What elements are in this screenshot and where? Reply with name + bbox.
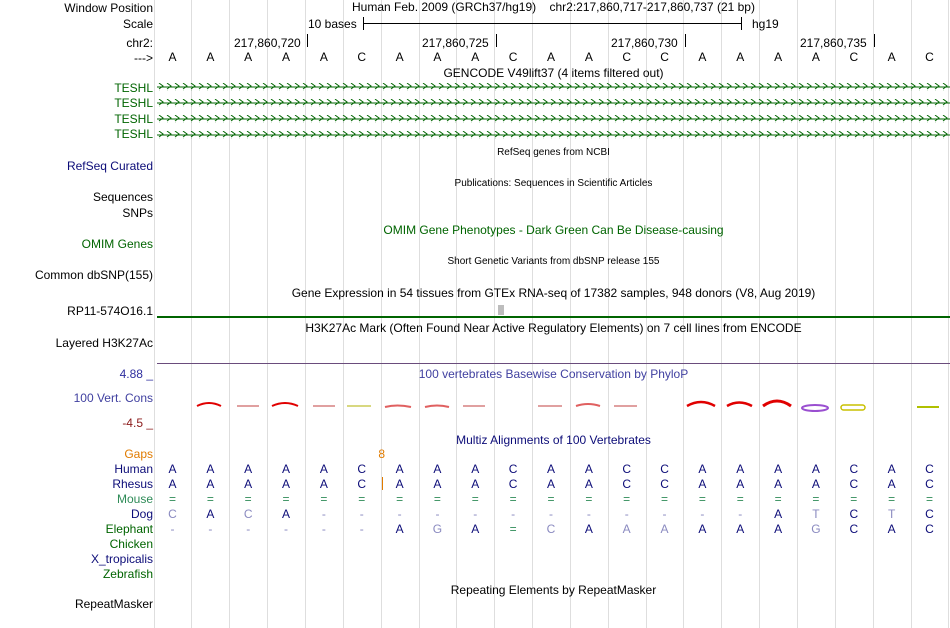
- phylop-mismatch-blob: [841, 405, 865, 410]
- refseq-track-title[interactable]: RefSeq genes from NCBI: [497, 147, 610, 158]
- cons-max-label: 4.88 _: [119, 367, 153, 381]
- scale-label: Scale: [122, 17, 153, 31]
- alignment-cell: A: [774, 477, 783, 491]
- base-gridline: [154, 0, 155, 628]
- chrom-label: chr2:: [126, 36, 153, 50]
- alignment-cell: T: [887, 507, 896, 521]
- alignment-cell: A: [433, 462, 442, 476]
- alignment-cell: -: [359, 507, 364, 521]
- alignment-cell: -: [624, 507, 629, 521]
- alignment-cell: A: [319, 462, 328, 476]
- species-label-mouse: Mouse: [116, 492, 153, 506]
- window-position-label: Window Position: [64, 1, 153, 15]
- base-letter: A: [206, 50, 215, 64]
- dbsnp-track-title[interactable]: Short Genetic Variants from dbSNP release 155: [447, 256, 660, 267]
- gencode-item-label[interactable]: TESHL: [114, 127, 153, 141]
- base-letter: A: [584, 50, 593, 64]
- h3k27ac-track-title[interactable]: H3K27Ac Mark (Often Found Near Active Regulatory Elements) on 7 cell lines from ENCODE: [305, 321, 802, 335]
- scale-bar-tick: [363, 17, 364, 30]
- alignment-cell: -: [700, 507, 705, 521]
- base-letter: A: [774, 50, 783, 64]
- alignment-cell: C: [168, 507, 177, 521]
- alignment-cell: =: [471, 492, 479, 506]
- alignment-cell: =: [206, 492, 214, 506]
- base-letter: A: [244, 50, 253, 64]
- base-letter: C: [622, 50, 632, 64]
- alignment-cell: A: [471, 522, 480, 536]
- alignment-cell: A: [736, 477, 745, 491]
- omim-track-title[interactable]: OMIM Gene Phenotypes - Dark Green Can Be Disease-causing: [383, 223, 724, 237]
- alignment-cell: A: [811, 462, 820, 476]
- base-letter: A: [168, 50, 177, 64]
- alignment-cell: A: [471, 462, 480, 476]
- alignment-cell: A: [395, 522, 404, 536]
- alignment-cell: A: [206, 477, 215, 491]
- phylop-peak: [576, 404, 600, 406]
- alignment-cell: A: [622, 522, 631, 536]
- publications-track-title[interactable]: Publications: Sequences in Scientific Articles: [454, 178, 653, 189]
- window-position-header: [157, 0, 950, 14]
- scale-bar: [363, 23, 741, 24]
- alignment-cell: A: [584, 522, 593, 536]
- alignment-cell: A: [395, 477, 404, 491]
- scale-db-label: hg19: [752, 17, 779, 31]
- omim-track-label[interactable]: OMIM Genes: [81, 237, 153, 251]
- phylop-peak: [727, 403, 752, 407]
- cons-min-label: -4.5 _: [122, 416, 153, 430]
- repeatmasker-track-title[interactable]: Repeating Elements by RepeatMasker: [450, 583, 657, 597]
- base-letter: A: [698, 50, 707, 64]
- alignment-cell: A: [546, 462, 555, 476]
- phylop-track-title[interactable]: 100 vertebrates Basewise Conservation by PhyloP: [418, 367, 689, 381]
- gencode-item-label[interactable]: TESHL: [114, 81, 153, 95]
- alignment-cell: A: [244, 462, 253, 476]
- alignment-cell: =: [736, 492, 744, 506]
- gtex-track-title[interactable]: Gene Expression in 54 tissues from GTEx RNA-seq of 17382 samples, 948 donors (V8, Aug 2019): [291, 286, 816, 300]
- phylop-peak: [425, 406, 449, 408]
- gtex-gene-marker[interactable]: [498, 305, 504, 315]
- ruler-tick: [307, 34, 308, 47]
- scale-bar-label: 10 bases: [308, 17, 357, 31]
- alignment-cell: A: [168, 462, 177, 476]
- gencode-item-label[interactable]: TESHL: [114, 96, 153, 110]
- alignment-cell: A: [774, 522, 783, 536]
- gencode-transcript[interactable]: [157, 99, 950, 107]
- gtex-gene-label[interactable]: RP11-574O16.1: [67, 304, 153, 318]
- gencode-transcript[interactable]: [157, 115, 950, 123]
- base-letter: A: [395, 50, 404, 64]
- alignment-cell: A: [471, 477, 480, 491]
- alignment-cell: -: [321, 522, 326, 536]
- alignment-cell: C: [925, 477, 934, 491]
- base-letter: C: [357, 50, 367, 64]
- alignment-cell: =: [774, 492, 782, 506]
- alignment-cell: -: [321, 507, 326, 521]
- alignment-cell: -: [738, 507, 743, 521]
- snps-track-label[interactable]: SNPs: [122, 206, 153, 220]
- alignment-cell: A: [546, 477, 555, 491]
- alignment-cell: C: [925, 462, 934, 476]
- alignment-cell: =: [623, 492, 631, 506]
- phylop-peak: [197, 403, 221, 406]
- alignment-cell: A: [282, 462, 291, 476]
- cons-track-label[interactable]: 100 Vert. Cons: [73, 391, 153, 405]
- alignment-cell: C: [849, 477, 859, 491]
- phylop-mismatch-blob: [802, 405, 828, 411]
- phylop-peak: [687, 402, 715, 406]
- alignment-cell: G: [432, 522, 443, 536]
- strand-label[interactable]: --->: [134, 51, 153, 65]
- alignment-cell: C: [660, 477, 669, 491]
- alignment-cell: -: [473, 507, 478, 521]
- conservation-plot[interactable]: [157, 394, 950, 416]
- alignment-cell: =: [396, 492, 404, 506]
- alignment-cell: T: [812, 507, 820, 521]
- dbsnp-track-label[interactable]: Common dbSNP(155): [34, 268, 153, 282]
- alignment-cell: A: [168, 477, 177, 491]
- alignment-cell: A: [887, 462, 896, 476]
- alignment-cell: G: [811, 522, 821, 536]
- alignment-cell: -: [359, 522, 364, 536]
- alignment-cell: -: [246, 522, 251, 536]
- alignment-cell: =: [509, 492, 517, 506]
- alignment-cell: =: [661, 492, 669, 506]
- ruler-tick-label: 217,860,730: [611, 36, 678, 50]
- ruler-tick: [685, 34, 686, 47]
- alignment-cell: =: [320, 492, 328, 506]
- alignment-cell: A: [395, 462, 404, 476]
- position-text: chr2:217,860,717-217,860,737 (21 bp): [549, 0, 755, 14]
- alignment-cell: A: [887, 477, 896, 491]
- alignment-cell: A: [282, 477, 291, 491]
- species-label-zebrafish: Zebrafish: [102, 567, 153, 581]
- ruler-tick-label: 217,860,720: [234, 36, 301, 50]
- alignment-cell: =: [585, 492, 593, 506]
- alignment-cell: =: [358, 492, 366, 506]
- alignment-cell: A: [206, 462, 215, 476]
- alignment-cell: A: [206, 507, 215, 521]
- alignment-cell: =: [282, 492, 290, 506]
- base-letter: C: [849, 50, 859, 64]
- repeatmasker-track-label[interactable]: RepeatMasker: [74, 597, 153, 611]
- alignment-cell: C: [849, 507, 859, 521]
- h3k27ac-signal-line: [157, 363, 950, 364]
- alignment-cell: A: [584, 462, 593, 476]
- base-letter: A: [433, 50, 442, 64]
- base-letter: A: [282, 50, 291, 64]
- refseq-track-label[interactable]: RefSeq Curated: [66, 159, 153, 173]
- ruler-tick: [496, 34, 497, 47]
- alignment-cell: =: [244, 492, 252, 506]
- alignment-cell: =: [925, 492, 933, 506]
- alignment-cell: C: [925, 522, 934, 536]
- alignment-cell: A: [736, 522, 745, 536]
- alignment-cell: A: [698, 522, 707, 536]
- gencode-transcript[interactable]: [157, 83, 950, 91]
- base-letter: C: [925, 50, 934, 64]
- gaps-label: Gaps: [124, 447, 153, 461]
- phylop-peak: [385, 406, 411, 408]
- base-letter: C: [660, 50, 669, 64]
- alignment-cell: A: [698, 462, 707, 476]
- alignment-cell: C: [508, 462, 518, 476]
- alignment-cell: A: [244, 477, 253, 491]
- scale-bar-tick: [741, 17, 742, 30]
- phylop-peak: [272, 403, 298, 406]
- alignment-cell: =: [509, 522, 517, 536]
- alignment-cell: -: [208, 522, 213, 536]
- base-letter: A: [546, 50, 555, 64]
- alignment-cell: A: [736, 462, 745, 476]
- gap-count: 8: [378, 447, 386, 461]
- assembly-name: Human Feb. 2009 (GRCh37/hg19): [352, 0, 537, 14]
- alignment-cell: =: [850, 492, 858, 506]
- alignment-cell: -: [662, 507, 667, 521]
- species-label-elephant: Elephant: [105, 522, 153, 536]
- base-letter: A: [471, 50, 480, 64]
- phylop-peak: [763, 401, 791, 406]
- alignment-cell: =: [433, 492, 441, 506]
- alignment-cell: A: [660, 522, 669, 536]
- alignment-cell: C: [660, 462, 669, 476]
- species-label-human: Human: [114, 462, 153, 476]
- ruler-tick: [874, 34, 875, 47]
- species-label-dog: Dog: [130, 507, 153, 521]
- species-label-x-tropicalis: X_tropicalis: [90, 552, 153, 566]
- ruler-tick-label: 217,860,725: [422, 36, 489, 50]
- alignment-cell: =: [698, 492, 706, 506]
- gtex-expression-bar[interactable]: [157, 316, 950, 318]
- gencode-gene-arrows[interactable]: [157, 82, 950, 140]
- gencode-track-title[interactable]: GENCODE V49lift37 (4 items filtered out): [443, 66, 664, 80]
- alignment-cell: -: [511, 507, 516, 521]
- alignment-cell: -: [170, 522, 175, 536]
- alignment-cell: C: [849, 522, 859, 536]
- alignment-cell: C: [508, 477, 518, 491]
- base-letter: A: [736, 50, 745, 64]
- alignment-cell: =: [168, 492, 176, 506]
- alignment-cell: =: [547, 492, 555, 506]
- alignment-cell: C: [925, 507, 934, 521]
- alignment-cell: C: [622, 477, 632, 491]
- multiz-track-title[interactable]: Multiz Alignments of 100 Vertebrates: [456, 433, 651, 447]
- base-letter: A: [811, 50, 820, 64]
- species-label-rhesus: Rhesus: [112, 477, 153, 491]
- alignment-cell: -: [284, 522, 289, 536]
- h3k27ac-track-label[interactable]: Layered H3K27Ac: [55, 336, 153, 350]
- alignment-cell: C: [357, 462, 367, 476]
- alignment-cell: A: [774, 462, 783, 476]
- alignment-cell: A: [698, 477, 707, 491]
- ruler-tick-label: 217,860,735: [800, 36, 867, 50]
- species-label-chicken: Chicken: [109, 537, 153, 551]
- base-letter: A: [887, 50, 896, 64]
- gap-insertion-marker: [382, 477, 383, 490]
- alignment-cell: -: [586, 507, 591, 521]
- alignment-cell: A: [887, 522, 896, 536]
- sequences-track-label[interactable]: Sequences: [92, 190, 153, 204]
- alignment-cell: C: [243, 507, 253, 521]
- alignment-cell: C: [546, 522, 556, 536]
- gencode-item-label[interactable]: TESHL: [114, 112, 153, 126]
- alignment-cell: C: [622, 462, 632, 476]
- alignment-cell: A: [319, 477, 328, 491]
- gencode-transcript[interactable]: [157, 131, 950, 139]
- alignment-cell: A: [433, 477, 442, 491]
- alignment-cell: C: [849, 462, 859, 476]
- alignment-cell: -: [397, 507, 402, 521]
- base-letter: C: [508, 50, 518, 64]
- alignment-cell: =: [888, 492, 896, 506]
- alignment-cell: A: [774, 507, 783, 521]
- alignment-cell: A: [811, 477, 820, 491]
- alignment-cell: -: [435, 507, 440, 521]
- alignment-cell: =: [812, 492, 820, 506]
- alignment-cell: A: [584, 477, 593, 491]
- base-letter: A: [319, 50, 328, 64]
- alignment-cell: -: [549, 507, 553, 521]
- alignment-cell: A: [282, 507, 291, 521]
- alignment-cell: C: [357, 477, 367, 491]
